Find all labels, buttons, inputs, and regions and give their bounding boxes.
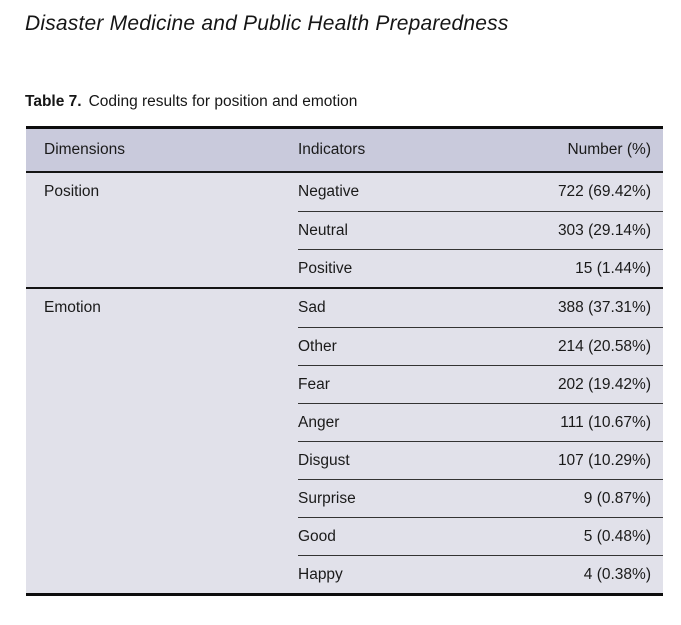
dimension-cell xyxy=(26,249,298,287)
table-row xyxy=(26,365,663,403)
number-cell: 303 (29.14%) xyxy=(453,211,663,249)
column-header-indicators: Indicators xyxy=(298,141,366,158)
coding-results-table xyxy=(26,126,663,596)
dimension-cell xyxy=(26,327,298,365)
indicator-cell: Happy xyxy=(298,555,453,593)
table-caption-label: Table 7. xyxy=(25,93,82,110)
dimension-cell xyxy=(26,555,298,593)
table-row xyxy=(26,173,663,211)
dimension-cell xyxy=(26,403,298,441)
table-row xyxy=(26,289,663,327)
indicator-cell: Good xyxy=(298,517,453,555)
indicator-cell: Fear xyxy=(298,365,453,403)
table-group-position xyxy=(26,173,663,287)
number-cell: 111 (10.67%) xyxy=(453,403,663,441)
number-cell: 15 (1.44%) xyxy=(453,249,663,287)
table-group-emotion xyxy=(26,287,663,593)
indicator-cell: Disgust xyxy=(298,441,453,479)
dimension-cell xyxy=(26,517,298,555)
dimension-cell xyxy=(26,479,298,517)
dimension-cell xyxy=(26,365,298,403)
dimension-cell xyxy=(26,211,298,249)
indicator-cell: Surprise xyxy=(298,479,453,517)
dimension-cell: Position xyxy=(44,183,100,200)
table-caption-text: Coding results for position and emotion xyxy=(88,93,358,110)
indicator-cell: Negative xyxy=(298,183,360,200)
column-header-dimensions: Dimensions xyxy=(44,141,125,158)
dimension-cell xyxy=(26,441,298,479)
column-header-number: Number (%) xyxy=(567,141,651,158)
number-cell: 722 (69.42%) xyxy=(557,183,651,200)
dimension-cell: Emotion xyxy=(44,299,101,316)
indicator-cell: Anger xyxy=(298,403,453,441)
table-row xyxy=(26,441,663,479)
number-cell: 107 (10.29%) xyxy=(453,441,663,479)
number-cell: 202 (19.42%) xyxy=(453,365,663,403)
table-caption xyxy=(25,93,357,111)
table-row xyxy=(26,555,663,593)
table-row xyxy=(26,403,663,441)
indicator-cell: Other xyxy=(298,327,453,365)
indicator-cell: Positive xyxy=(298,249,453,287)
indicator-cell: Neutral xyxy=(298,211,453,249)
number-cell: 388 (37.31%) xyxy=(557,299,651,316)
number-cell: 5 (0.48%) xyxy=(453,517,663,555)
table-row xyxy=(26,479,663,517)
journal-title: Disaster Medicine and Public Health Preparedness xyxy=(25,12,509,35)
table-row xyxy=(26,249,663,287)
table-row xyxy=(26,517,663,555)
number-cell: 214 (20.58%) xyxy=(453,327,663,365)
table-row xyxy=(26,211,663,249)
table-row xyxy=(26,327,663,365)
number-cell: 9 (0.87%) xyxy=(453,479,663,517)
indicator-cell: Sad xyxy=(298,299,326,316)
table-header-row xyxy=(26,129,663,173)
number-cell: 4 (0.38%) xyxy=(453,555,663,593)
